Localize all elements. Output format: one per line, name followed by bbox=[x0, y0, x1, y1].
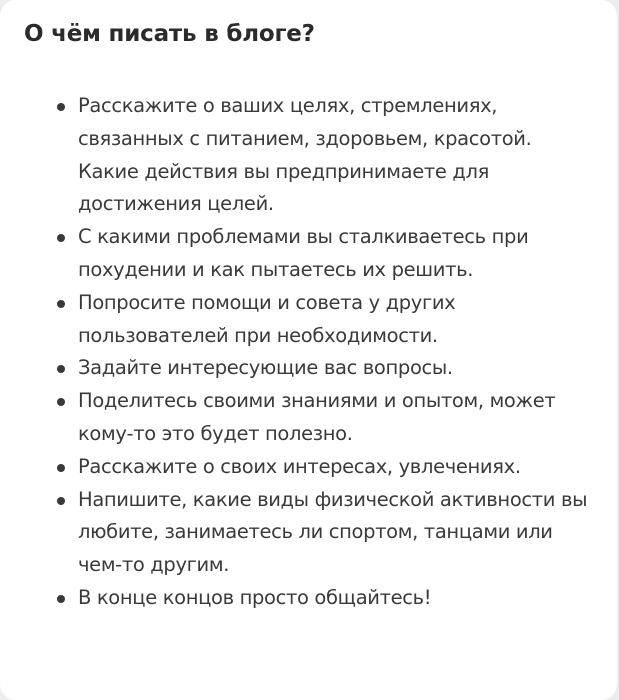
bullet-icon bbox=[57, 464, 65, 472]
tip-text: Расскажите о ваших целях, стремлениях, связанных с питанием, здоровьем, красотой. Какие действия вы предпринимаете для достижения целей. bbox=[78, 94, 532, 216]
card-title: О чём писать в блоге? bbox=[24, 21, 315, 47]
bullet-icon bbox=[57, 365, 65, 373]
tip-text: Задайте интересующие вас вопросы. bbox=[78, 356, 453, 380]
list-item bbox=[78, 484, 593, 582]
list-item bbox=[78, 582, 593, 615]
tip-text: Попросите помощи и совета у других пользователей при необходимости. bbox=[78, 290, 456, 347]
tip-text: Напишите, какие виды физической активности вы любите, занимаетесь ли спортом, танцами или чем-то другим. bbox=[78, 487, 588, 577]
list-item bbox=[78, 221, 593, 287]
bullet-icon bbox=[57, 595, 65, 603]
bullet-icon bbox=[57, 234, 65, 242]
tip-text: С какими проблемами вы сталкиваетесь при похудении и как пытаетесь их решить. bbox=[78, 225, 529, 281]
list-item bbox=[78, 451, 593, 484]
list-item bbox=[78, 90, 593, 221]
list-item bbox=[78, 352, 593, 385]
tip-text: Поделитесь своими знаниями и опытом, может кому-то это будет полезно. bbox=[78, 389, 556, 445]
bullet-icon bbox=[57, 300, 65, 308]
tip-text: В конце концов просто общайтесь! bbox=[78, 585, 432, 609]
bullet-icon bbox=[57, 398, 65, 406]
list-item bbox=[78, 385, 593, 451]
tips-list bbox=[24, 90, 593, 615]
tip-text: Расскажите о своих интересах, увлечениях. bbox=[78, 454, 521, 478]
bullet-icon bbox=[57, 103, 65, 111]
list-item bbox=[78, 287, 593, 353]
bullet-icon bbox=[57, 497, 65, 505]
